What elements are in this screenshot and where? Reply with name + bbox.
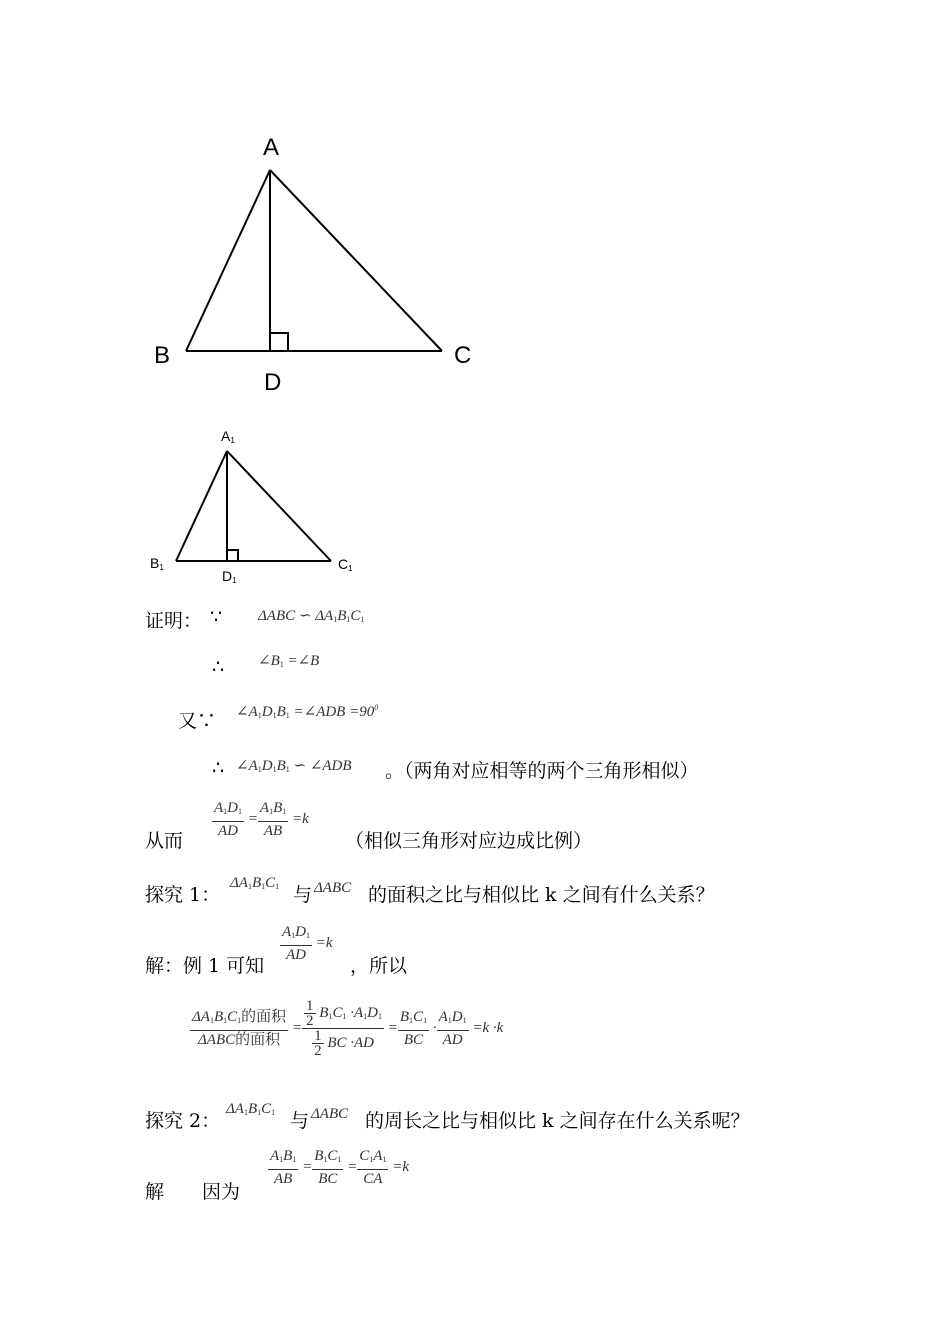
explore2-triangle-a1b1c1: $\Delta A_1B_1C_1$ bbox=[226, 1101, 276, 1117]
vertex-label-b: B bbox=[154, 342, 171, 369]
triangle-abc-figure bbox=[0, 0, 950, 600]
angle-equality: $\angle B_1$ =∠B bbox=[258, 653, 320, 669]
explore2-triangle-abc: ΔABC bbox=[311, 1106, 349, 1122]
therefore-symbol: ∴ bbox=[212, 656, 225, 678]
explore2-question: 的周长之比与相似比 k 之间存在什么关系呢？ bbox=[365, 1110, 750, 1132]
similarity-statement: ΔABC ∽ $\Delta A_1B_1C_1$ bbox=[258, 608, 365, 624]
vertex-label-a: A bbox=[263, 134, 280, 161]
vertex-label-c: C bbox=[454, 342, 472, 369]
also-because-label: 又∵ bbox=[178, 710, 217, 732]
solution1-tail: ，所以 bbox=[350, 955, 408, 977]
perimeter-ratio-equation: $\frac{A_1B_1}{AB}$ = $\frac{B_1C_1}{BC}$ = $\frac{C_1A_1}{CA}$ =k bbox=[270, 1148, 409, 1187]
explore1-label: 探究 1： bbox=[145, 884, 221, 906]
side-ratio-equation: $\frac{A_1D_1}{AD}$ = $\frac{A_1B_1}{AB}$ =k bbox=[214, 800, 309, 839]
solution1-label: 解：例 1 可知 bbox=[145, 955, 265, 977]
explore1-triangle-a1b1c1: $\Delta A_1B_1C_1$ bbox=[230, 875, 280, 891]
vertex-label-b1: $B_1$ bbox=[150, 555, 164, 572]
solution2-label: 解 因为 bbox=[145, 1181, 241, 1203]
proof-label: 证明： bbox=[145, 610, 203, 632]
explore2-label: 探究 2： bbox=[145, 1110, 221, 1132]
similarity-reason: 。（两角对应相等的两个三角形相似） bbox=[385, 760, 699, 782]
area-ratio-equation: $\frac{\Delta A_1B_1C_1的面积}{\text{ΔABC的面积}}$ = $\frac{1}{2}$ $B_1C_1 \cdot A_1D_1$ $\frac{1}{2}$ BC ·AD = $\frac{B_1C_1}{BC}$ · $\frac{A_1D_1}{AD}$ =k ·k bbox=[192, 998, 504, 1059]
solution1-ratio: $\frac{A_1D_1}{AD}$ =k bbox=[282, 924, 333, 963]
thus-label: 从而 bbox=[145, 830, 184, 852]
therefore-symbol: ∴ bbox=[212, 757, 225, 779]
explore1-question: 的面积之比与相似比 k 之间有什么关系？ bbox=[368, 884, 715, 906]
right-angle-equality: $\angle A_1D_1B_1$ =∠ADB $=90^0$ bbox=[236, 703, 379, 720]
vertex-label-a1: $A_1$ bbox=[221, 428, 235, 445]
explore1-triangle-abc: ΔABC bbox=[314, 880, 352, 896]
because-symbol: ∵ bbox=[210, 606, 223, 628]
triangle-similarity: $\angle A_1D_1B_1$ ∽ ∠ADB bbox=[236, 758, 352, 774]
vertex-label-d: D bbox=[264, 369, 282, 396]
vertex-label-d1: $D_1$ bbox=[222, 568, 237, 585]
vertex-label-c1: $C_1$ bbox=[338, 556, 353, 573]
explore2-and: 与 bbox=[290, 1110, 310, 1132]
explore1-and: 与 bbox=[293, 884, 313, 906]
side-ratio-note: （相似三角形对应边成比例） bbox=[345, 830, 593, 852]
